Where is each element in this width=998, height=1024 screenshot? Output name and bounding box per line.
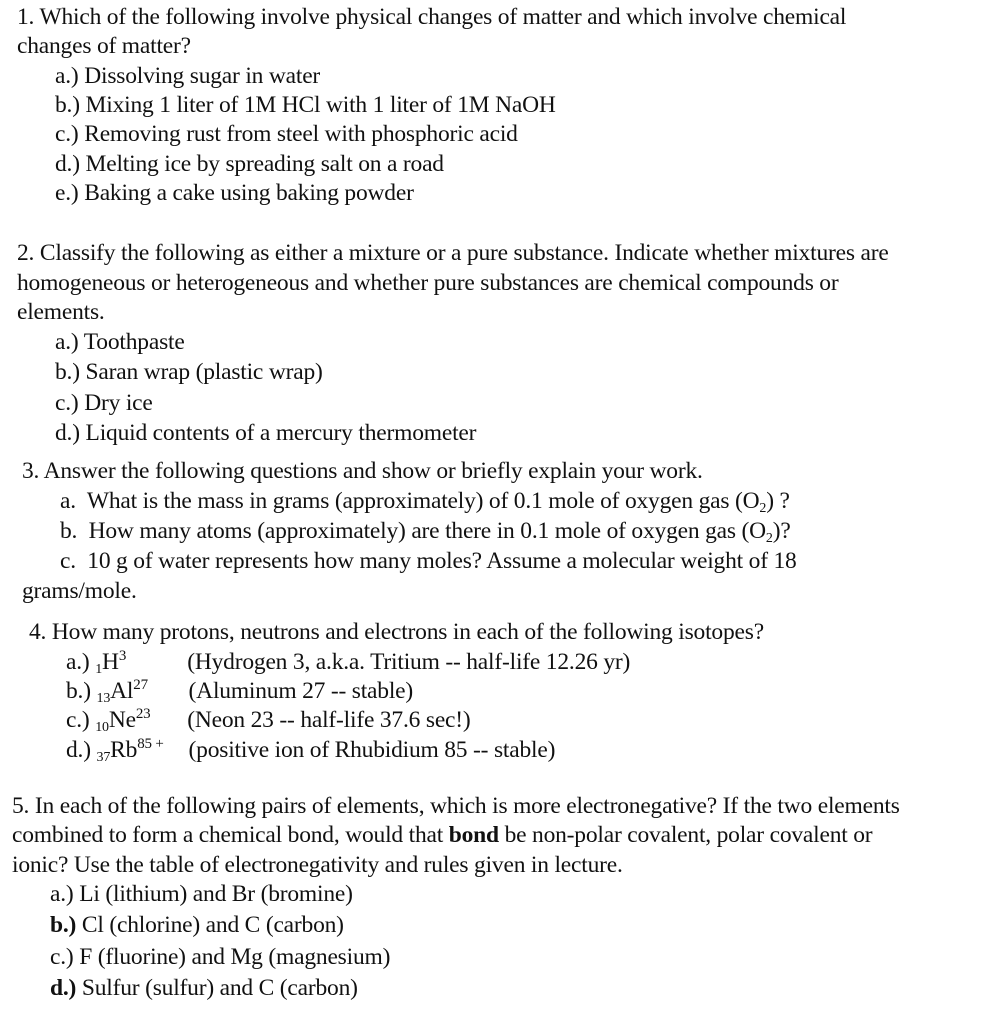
isotope-notation: $_1H^3$	[95, 648, 127, 677]
q5-item-c: c.) F (fluorine) and Mg (magnesium)	[50, 944, 391, 970]
q2-item-a: a.) Toothpaste	[55, 329, 185, 355]
q5-item-d: d.) Sulfur (sulfur) and C (carbon)	[50, 975, 358, 1001]
bold-emphasis: bond	[448, 822, 499, 848]
q3-item-c: c. 10 g of water represents how many moles? Assume a molecular weight of 18	[60, 548, 797, 574]
q2-prompt-line-3: elements.	[17, 299, 105, 325]
q1-item-c: c.) Removing rust from steel with phosphoric acid	[55, 121, 518, 147]
q2-item-b: b.) Saran wrap (plastic wrap)	[55, 359, 323, 385]
q3-continuation: grams/mole.	[22, 578, 137, 604]
q2-prompt-line-2: homogeneous or heterogeneous and whether pure substances are chemical compounds or	[17, 270, 839, 296]
q5-prompt-line-1: 5. In each of the following pairs of elements, which is more electronegative? If the two elements	[12, 793, 900, 819]
q1-prompt-line-2: changes of matter?	[17, 33, 191, 59]
q1-item-e: e.) Baking a cake using baking powder	[55, 180, 414, 206]
q5-item-b: b.) Cl (chlorine) and C (carbon)	[50, 912, 344, 938]
q4-item-d: d.) $_{37}Rb^{85 +}$ (positive ion of Rhubidium 85 -- stable)	[66, 736, 556, 765]
q5-item-a: a.) Li (lithium) and Br (bromine)	[50, 881, 353, 907]
q4-prompt-line-1: 4. How many protons, neutrons and electrons in each of the following isotopes?	[29, 619, 764, 645]
isotope-notation: $_{13}Al^{27}$	[96, 677, 148, 706]
q3-prompt-line-1: 3. Answer the following questions and show or briefly explain your work.	[22, 458, 703, 484]
q4-item-b: b.) $_{13}Al^{27}$ (Aluminum 27 -- stable)	[66, 677, 414, 706]
q1-item-b: b.) Mixing 1 liter of 1M HCl with 1 liter of 1M NaOH	[55, 92, 556, 118]
q1-item-a: a.) Dissolving sugar in water	[55, 63, 321, 89]
q2-item-c: c.) Dry ice	[55, 390, 153, 416]
q3-item-b: b. How many atoms (approximately) are there in 0.1 mole of oxygen gas $(O_2)$?	[60, 518, 791, 546]
q2-item-d: d.) Liquid contents of a mercury thermometer	[55, 420, 477, 446]
q5-prompt-line-2: combined to form a chemical bond, would that bond be non-polar covalent, polar covalent or	[12, 822, 873, 848]
q5-prompt-line-3: ionic? Use the table of electronegativity and rules given in lecture.	[12, 852, 623, 878]
q3-item-a: a. What is the mass in grams (approximately) of 0.1 mole of oxygen gas $(O_2)$ ?	[60, 488, 790, 516]
q2-prompt-line-1: 2. Classify the following as either a mixture or a pure substance. Indicate whether mixtures are	[17, 240, 889, 266]
isotope-notation: $_{10}Ne^{23}$	[95, 706, 151, 735]
q4-item-a: a.) $_1H^3$ (Hydrogen 3, a.k.a. Tritium -- half-life 12.26 yr)	[66, 648, 631, 677]
q1-prompt-line-1: 1. Which of the following involve physical changes of matter and which involve chemical	[17, 4, 847, 30]
q1-item-d: d.) Melting ice by spreading salt on a road	[55, 151, 444, 177]
isotope-notation: $_{37}Rb^{85 +}$	[96, 736, 164, 765]
q4-item-c: c.) $_{10}Ne^{23}$ (Neon 23 -- half-life 37.6 sec!)	[66, 706, 471, 735]
